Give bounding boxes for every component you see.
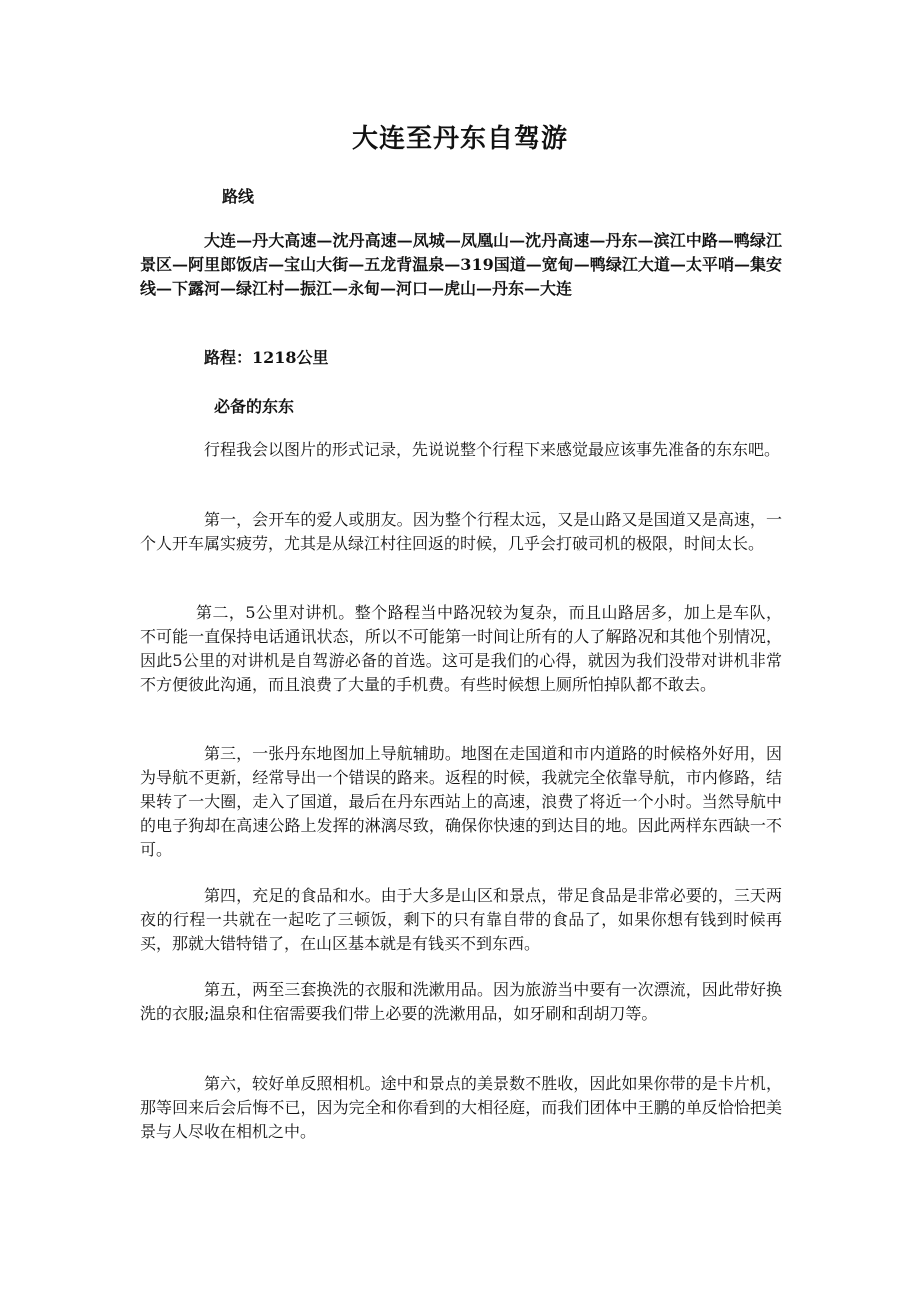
distance-label: 路程：1218公里 — [204, 348, 329, 367]
paragraph-item-2: 第二，5公里对讲机。整个路程当中路况较为复杂，而且山路居多，加上是车队，不可能一直保持电话通讯状态，所以不可能第一时间让所有的人了解路况和其他个别情况，因此5公里的对讲机是自驾游必备的首选。这可是我们的心得，就因为我们没带对讲机非常不方便彼此沟通，而且浪费了大量的手机费。有些时候想上厕所怕掉队都不敢去。 — [140, 603, 782, 694]
paragraph-item-6: 第六，较好单反照相机。途中和景点的美景数不胜收，因此如果你带的是卡片机，那等回来后会后悔不已，因为完全和你看到的大相径庭，而我们团体中王鹏的单反恰恰把美景与人尽收在相机之中。 — [140, 1074, 782, 1141]
paragraph-item-1: 第一，会开车的爱人或朋友。因为整个行程太远，又是山路又是国道又是高速，一个人开车属实疲劳，尤其是从绿江村往回返的时候，几乎会打破司机的极限，时间太长。 — [140, 510, 782, 553]
paragraph-item-3: 第三，一张丹东地图加上导航辅助。地图在走国道和市内道路的时候格外好用，因为导航不更新，经常导出一个错误的路来。返程的时候，我就完全依靠导航，市内修路，结果转了一大圈，走入了国道，最后在丹东西站上的高速，浪费了将近一个小时。当然导航中的电子狗却在高速公路上发挥的淋漓尽致，确保你快速的到达目的地。因此两样东西缺一不可。 — [140, 744, 782, 859]
document-title: 大连至丹东自驾游 — [351, 124, 568, 154]
route-text: 大连—丹大高速—沈丹高速—凤城—凤凰山—沈丹高速—丹东—滨江中路—鸭绿江景区—阿里郎饭店—宝山大街—五龙背温泉—319国道—宽甸—鸭绿江大道—太平哨—集安线—下露河—绿江村—振江—永甸—河口—虎山—丹东—大连 — [140, 231, 782, 298]
paragraph-intro: 行程我会以图片的形式记录，先说说整个行程下来感觉最应该事先准备的东东吧。 — [204, 440, 781, 459]
route-heading: 路线 — [222, 187, 255, 206]
essentials-heading: 必备的东东 — [214, 397, 295, 416]
paragraph-item-4: 第四，充足的食品和水。由于大多是山区和景点，带足食品是非常必要的，三天两夜的行程一共就在一起吃了三顿饭，剩下的只有靠自带的食品了，如果你想有钱到时候再买，那就大错特错了，在山区基本就是有钱买不到东西。 — [140, 886, 782, 953]
paragraph-item-5: 第五，两至三套换洗的衣服和洗漱用品。因为旅游当中要有一次漂流，因此带好换洗的衣服;温泉和住宿需要我们带上必要的洗漱用品，如牙刷和刮胡刀等。 — [140, 980, 782, 1023]
